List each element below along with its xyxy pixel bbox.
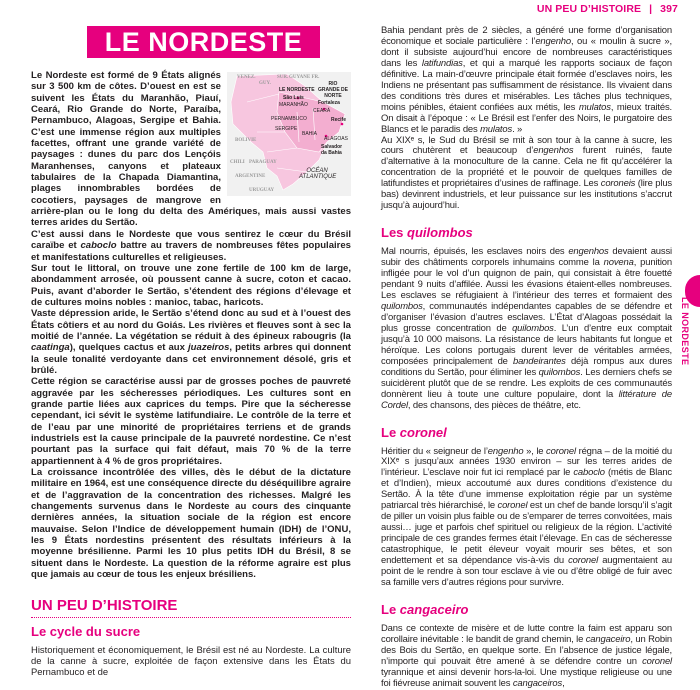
- coronel-paragraph: Héritier du « seigneur de l’engenho », le coronel régna – de la moitié du XIXᵉ s jusqu’aux années 1930 environ – sur les terres arides de l’intérieur. L’esclave noir fut ici remplacé par le caboclo (métis de Blanc et d’Indien), mieux accoutumé aux dures conditions d’existence du Sertão. À la tête d’une immense exploitation régie par un système patriarcal très hiérarchisé, le coronel est un chef de bande lorsqu’il s’agit de piller un voisin plus faible ou de s’emparer de terres convoitées, mais aussi… juge et parfois chef spirituel ou religieux de la région. L’activité principale de ces grandes fermes était l’élevage. En cas de sécheresse catastrophique, le petit éleveur voyait mourir ses bêtes, et son endettement et sa dépendance vis-à-vis du coronel augmentaient au point de le rendre à son tour esclave à vie ou d’être obligé de fuir avec sa famille vers d’autres régions pour survivre.: [381, 445, 672, 588]
- intro-text: [31, 70, 351, 580]
- map-label-guyane: GUYANE FR.: [289, 75, 320, 80]
- map-label-maranhao: MARANHÃO: [279, 102, 308, 108]
- page-number: 397: [660, 3, 678, 15]
- running-header-section: UN PEU D’HISTOIRE: [536, 3, 642, 15]
- map-title: LE NORDESTE: [279, 87, 315, 93]
- region-map: [227, 72, 351, 196]
- map-label-fortaleza: Fortaleza: [318, 100, 340, 106]
- right-column: [381, 26, 672, 690]
- intro-paragraph: Vaste dépression aride, le Sertão s’étend donc au sud et à l’ouest des États côtiers et au nord du Goiás. Les rivières et fleuves sont à sec la moitié de l’année. La végétation se réduit à des épineux rabougris (la caatinga), quelques cactus et aux juazeiros, petits arbres qui donnent la seule tonalité verdoyante dans cet environnement désolé, gris et brûlé.: [31, 308, 351, 376]
- intro-paragraph: C’est aussi dans le Nordeste que vous sentirez le cœur du Brésil caraïbe et caboclo battre au travers de nombreuses fêtes populaires et manifestations culturelles et religieuses.: [31, 228, 351, 263]
- map-label-rio-grande-do-norte: RIO GRANDE DE NORTE: [318, 81, 349, 99]
- map-label-chili: CHILI: [230, 160, 245, 165]
- map-label-ceara: CEARÁ: [313, 108, 331, 114]
- map-label-argentine: ARGENTINE: [235, 174, 266, 179]
- map-label-bolivie: BOLIVIE: [235, 138, 257, 143]
- map-label-sergipe: SERGIPE: [275, 126, 298, 132]
- intro-paragraph: Cette région se caractérise aussi par de grosses poches de pauvreté aggravée par les sécheresses périodiques. Les cultures sont en grande partie liées aux caprices du temps. Pire que la sécheresse cependant, ici sévit le système latifundiaire. Le contrôle de la terre et de l’eau par une minorité de propriétaires terriens et de grands industriels est la cause principale de la pauvreté nordestine. Ce n’est pourtant pas la surface qui fait défaut, mais 70 % de la terre appartiennent à 4 % de gros propriétaires.: [31, 376, 351, 467]
- map-label-venezuela: VENEZ.: [237, 75, 256, 80]
- dotted-divider: [31, 617, 351, 618]
- left-column: [31, 70, 351, 679]
- page-title: LE NORDESTE: [87, 26, 320, 58]
- map-label-paraguay: PARAGUAY: [249, 160, 277, 165]
- map-label-uruguay: URUGUAY: [249, 188, 275, 193]
- heading-italic: cangaceiro: [399, 601, 469, 617]
- sucre-paragraph-continued: Bahia pendant près de 2 siècles, a généré une forme d’organisation économique et sociale particulière : l’engenho, ou « moulin à sucre », dont il subsiste aujourd’hui encore de nombreuses caractéristiques dans les latifundias, et qui a marqué les rapports sociaux de façon définitive. La main-d’œuvre principale était formée d’esclaves noirs, les Indiens ne présentant pas suffisamment de résistance. Ils vivaient dans des conditions très dures et misérables. Les tâches plus techniques, moins pénibles, étaient confiées aux métis, les mulatos, mieux traités. On disait à l’époque : « Le Brésil est l’enfer des Noirs, le purgatoire des Blancs et le paradis des mulatos. »: [381, 25, 672, 135]
- heading-italic: quilombos: [407, 225, 473, 241]
- running-header: [537, 3, 678, 15]
- sucre-paragraph-continued: Au XIXᵉ s, le Sud du Brésil se mit à son tour à la canne à sucre, les cours chutèrent et beaucoup d’engenhos furent ruinés, faute d’alternative à la monoculture de la canne. Cela ne fit qu’accélérer la concentration de la propriété et le pouvoir de quelques familles de latifundistes et propriétaires d’usines de raffinage. Les coroneis (lire plus bas) devinrent industriels, et leur puissance sur les institutions s’accrut jusqu’à aujourd’hui.: [381, 134, 672, 212]
- intro-paragraph: Le Nordeste est formé de 9 États alignés sur 3 500 km de côtes. D’ouest en est se suivent les États du Maranhão, Piauí, Ceará, Rio Grande do Norte, Paraíba, Pernambuco, Alagoas, Sergipe et Bahia. C’est une immense région aux multiples facettes, offrant une grande variété de paysages : dunes du parc dos Lençóis Maranhenses, canyons et plateaux tabulaires de la Chapada Diamantina, plages innombrables bordées de cocotiers, paysages de mangrove en arrière-plan ou le long du delta des Amériques, mais aussi vastes terres arides du Sertão.: [31, 70, 351, 229]
- quilombos-paragraph: Mal nourris, épuisés, les esclaves noirs des engenhos devaient aussi subir des châtiments corporels inhumains comme la novena, punition infligée pour le vol d’un quignon de pain, qui consistait à être fouetté pendant 9 nuits d’affilée. Aussi les évasions étaient-elles nombreuses. Les esclaves se réfugiaient à l’intérieur des terres et formaient des quilombos, communautés indépendantes capables de se défendre et d’organiser l’évasion d’autres esclaves. L’État d’Alagoas possédait la plus grosse concentration de quilombos. L’un d’entre eux comptait jusqu’à 10 000 maisons. La résistance de leurs habitants fut longue et héroïque. Les colons portugais durent lever de véritables armées, composées principalement de bandeirantes déjà rompus aux dures conditions du Sertão, pour éliminer les quilombos. Les derniers chefs se suicidèrent plutôt que de se rendre. Les exploits de ces communautés donnèrent lieu à toute une culture populaire, dont la littérature de Cordel, des chansons, des pièces de théâtre, etc.: [381, 246, 673, 411]
- heading-prefix: Le: [381, 424, 397, 440]
- chapter-tab-label: LE NORDESTE: [680, 297, 690, 366]
- map-label-salvador: Salvador da Bahia: [321, 144, 343, 156]
- section-title-history: UN PEU D’HISTOIRE: [31, 597, 178, 615]
- map-label-ocean: OCÉAN ATLANTIQUE: [299, 168, 337, 180]
- cangaceiro-paragraph: Dans ce contexte de misère et de lutte contre la faim est apparu son corollaire inévitable : le bandit de grand chemin, le cangaceiro, un Robin des Bois du Sertão, en quelque sorte. En l’absence de justice légale, n’importe qui pouvait être amené à se défendre contre un coronel tyrannique et ainsi devenir hors-la-loi. Une mystique religieuse ou une foi fiévreuse animait souvent les cangaceiros,: [381, 622, 672, 689]
- map-label-alagoas: ALAGOAS: [324, 136, 348, 142]
- sucre-paragraph: Historiquement et économiquement, le Brésil est né au Nordeste. La culture de la canne à sucre, exploitée de façon extensive dans les États du Pernambuco et de: [31, 645, 351, 679]
- heading-cangaceiro: [381, 602, 672, 618]
- header-separator: |: [649, 3, 653, 15]
- heading-prefix: Les: [381, 225, 404, 241]
- map-label-recife: Recife: [331, 117, 347, 123]
- heading-coronel: [381, 425, 672, 441]
- intro-paragraph: La croissance incontrôlée des villes, dès le début de la dictature militaire en 1964, est une conséquence directe du déséquilibre agraire et de l’aggravation de la concentration des richesses. Malgré les changements survenus dans le Nordeste au cours des cinquante dernières années, la situation sociale de la région est encore mauvaise. Selon l’Indice de développement humain (IDH) de l’ONU, les 9 États nordestins présentent des résultats inférieurs à la moyenne brésilienne. Parmi les 10 plus petits IDH du Brésil, 8 se situent dans le Nordeste. La question de la réforme agraire est plus que jamais au cœur de tous les enjeux brésiliens.: [31, 467, 351, 581]
- map-label-sao-luis: São Luís: [283, 95, 304, 101]
- heading-quilombos: [381, 225, 672, 241]
- map-label-pernambuco: PERNAMBUCO: [271, 116, 307, 122]
- map-label-bahia: BAHIA: [302, 131, 318, 137]
- heading-italic: coronel: [399, 424, 447, 440]
- heading-prefix: Le: [381, 601, 397, 617]
- map-label-guyana: GUY.: [259, 81, 271, 86]
- map-label-suriname: SUR.: [277, 75, 289, 80]
- intro-paragraph: Sur tout le littoral, on trouve une zone fertile de 100 km de large, abondamment arrosée, où poussent canne à sucre, coton et cacao. Puis, avant d’aborder le Sertão, s’étendent des régions d’élevage et de cultures moins nobles : manioc, tabac, haricots.: [31, 262, 351, 308]
- heading-cycle-du-sucre: Le cycle du sucre: [31, 624, 141, 640]
